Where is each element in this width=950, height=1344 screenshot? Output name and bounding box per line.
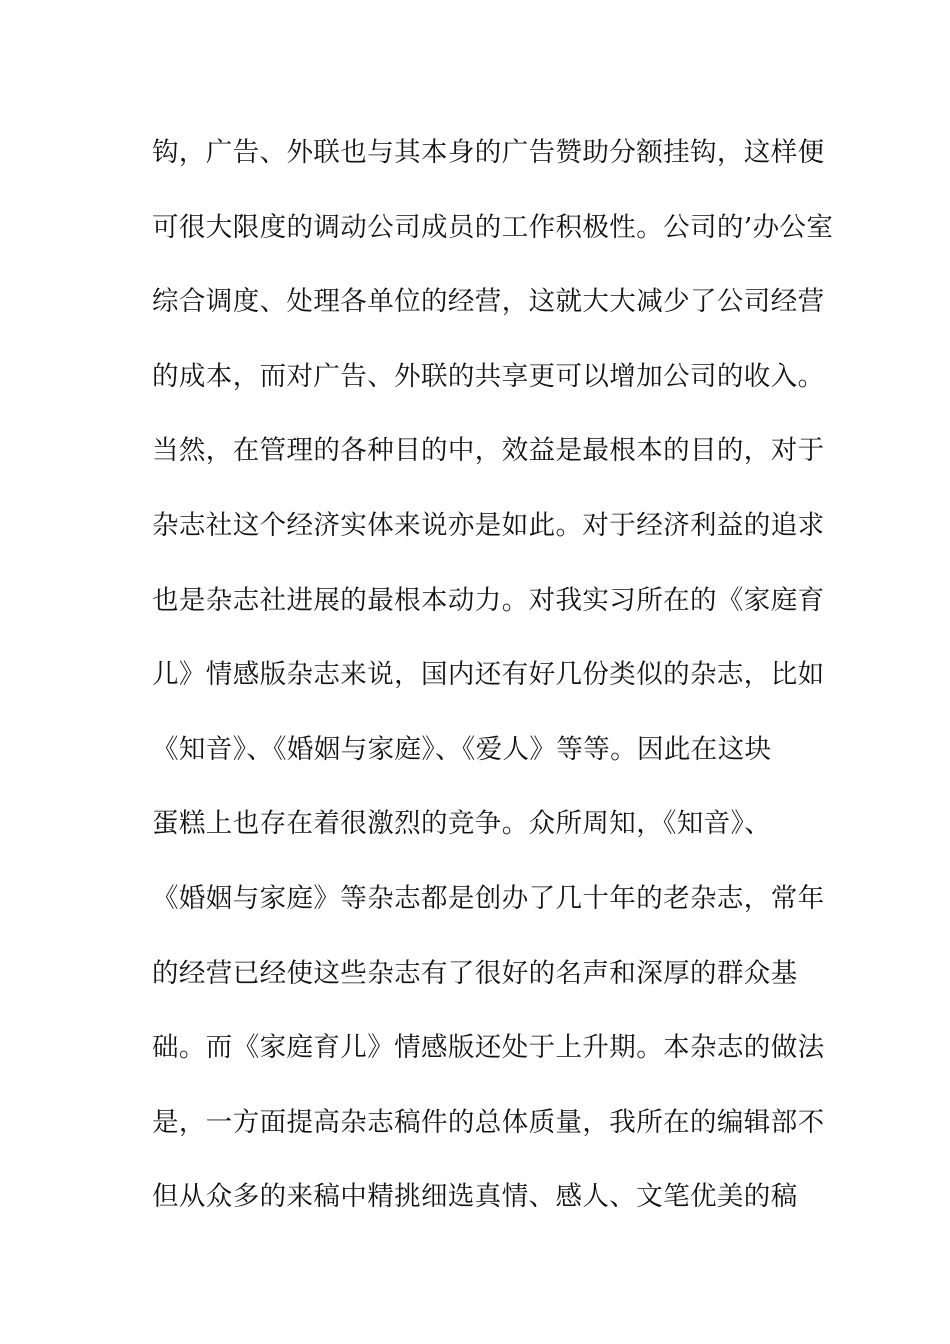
text-line: 《婚姻与家庭》等杂志都是创办了几十年的老杂志，常年 — [152, 882, 825, 914]
text-line: 可很大限度的调动公司成员的工作积极性。公司的’办公室 — [152, 211, 834, 243]
text-line: 当然，在管理的各种目的中，效益是最根本的目的，对于 — [152, 435, 825, 467]
text-line: 也是杂志社进展的最根本动力。对我实习所在的《家庭育 — [152, 584, 825, 616]
text-line: 《知音》、《婚姻与家庭》、《爱人》等等。因此在这块 — [152, 733, 772, 765]
text-line: 的经营已经使这些杂志有了很好的名声和深厚的群众基 — [152, 957, 798, 989]
body-text — [152, 128, 834, 1247]
text-line: 础。而《家庭育儿》情感版还处于上升期。本杂志的做法 — [152, 1032, 825, 1064]
text-line: 杂志社这个经济实体来说亦是如此。对于经济利益的追求 — [152, 509, 825, 541]
text-line: 儿》情感版杂志来说，国内还有好几份类似的杂志，比如 — [152, 659, 825, 691]
text-line: 是，一方面提高杂志稿件的总体质量，我所在的编辑部不 — [152, 1106, 825, 1138]
text-line: 综合调度、处理各单位的经营，这就大大减少了公司经营 — [152, 286, 825, 318]
text-line: 但从众多的来稿中精挑细选真情、感人、文笔优美的稿 — [152, 1181, 798, 1213]
text-line: 的成本，而对广告、外联的共享更可以增加公司的收入。 — [152, 360, 825, 392]
text-line: 蛋糕上也存在着很激烈的竞争。众所周知，《知音》、 — [152, 808, 772, 840]
text-line: 钩，广告、外联也与其本身的广告赞助分额挂钩，这样便 — [152, 137, 825, 168]
